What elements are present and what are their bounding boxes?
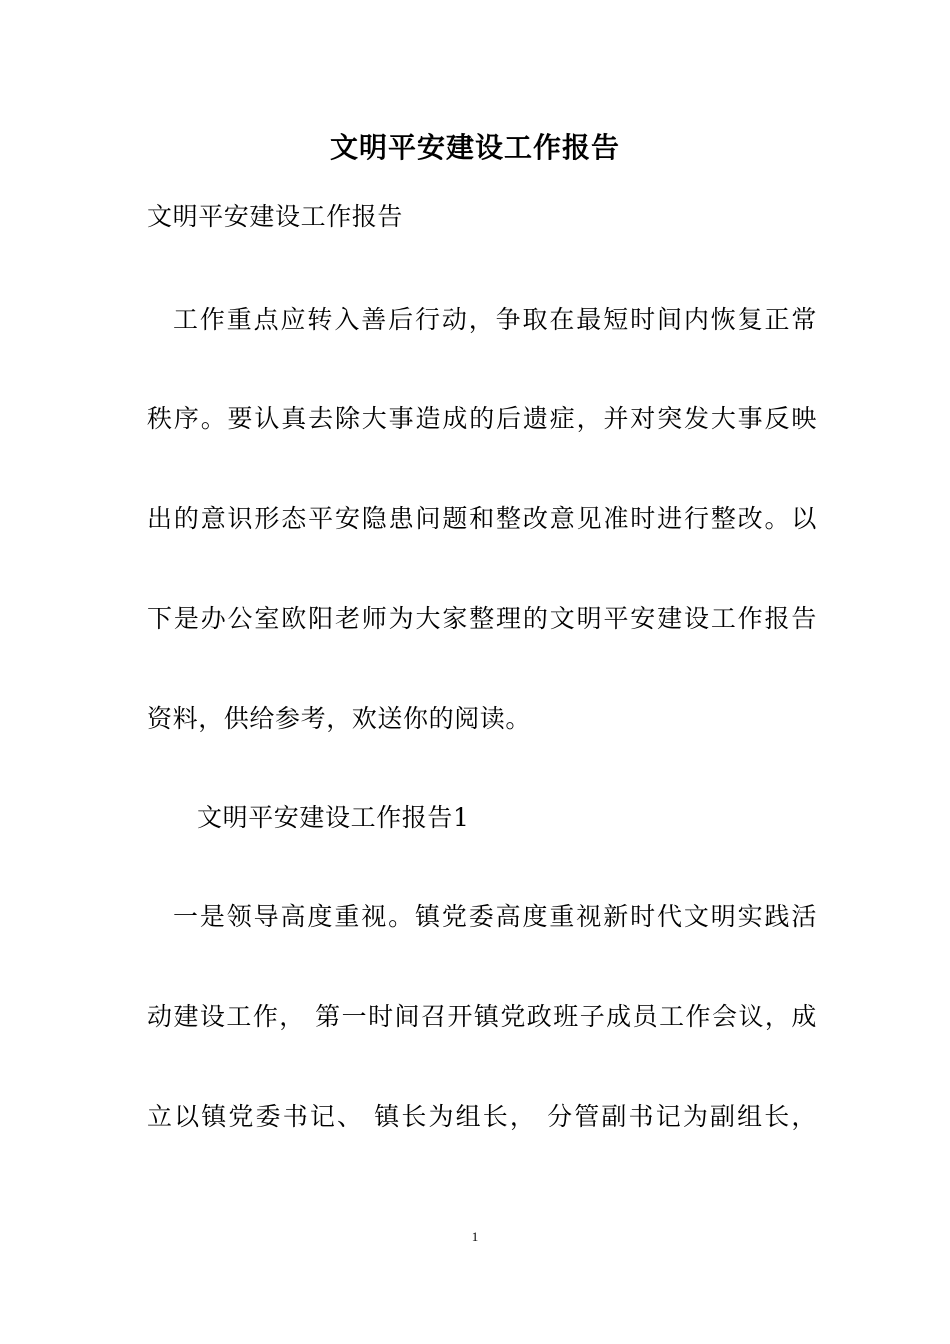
section-heading: 文明平安建设工作报告1 — [197, 803, 470, 832]
page-number: 1 — [471, 1229, 479, 1244]
paragraph-line: 动建设工作， 第一时间召开镇党政班子成员工作会议，成 — [147, 1002, 817, 1031]
paragraph-line: 出的意识形态平安隐患问题和整改意见准时进行整改。以 — [147, 504, 817, 533]
paragraph-line: 下是办公室欧阳老师为大家整理的文明平安建设工作报告 — [147, 604, 817, 633]
paragraph-line: 资料，供给参考，欢送你的阅读。 — [147, 704, 532, 733]
paragraph-line: 秩序。要认真去除大事造成的后遗症，并对突发大事反映 — [147, 404, 817, 433]
document-subtitle: 文明平安建设工作报告 — [147, 202, 404, 231]
document-title: 文明平安建设工作报告 — [329, 131, 620, 164]
paragraph-line: 工作重点应转入善后行动，争取在最短时间内恢复正常 — [173, 305, 817, 334]
paragraph-line: 一是领导高度重视。镇党委高度重视新时代文明实践活 — [173, 902, 817, 931]
paragraph-line: 立以镇党委书记、 镇长为组长， 分管副书记为副组长， — [147, 1102, 817, 1131]
